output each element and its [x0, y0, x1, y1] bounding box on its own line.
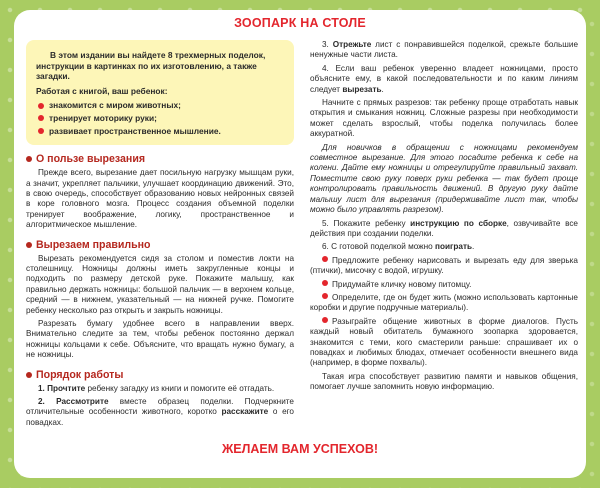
step-2: 2. Рассмотрите вместе образец поделки. Подчеркните отличительные особенности животного, коротко расскажите о его повадках. [26, 397, 294, 427]
bullet-icon [38, 128, 44, 134]
list-item: развивает пространственное мышление. [36, 126, 286, 137]
cutting-section [26, 254, 294, 361]
step-6: 6. С готовой поделкой можно поиграть. [322, 242, 475, 252]
list-item: Предложите ребенку нарисовать и вырезать еду для зверька (птички), мисочку с водой, игрушку. [310, 255, 578, 276]
step-1: 1. Прочтите ребенку загадку из книги и помогите её отгадать. [38, 383, 275, 393]
left-column [26, 40, 294, 431]
step-3: 3. Отрежьте лист с понравившейся поделкой, срежьте большие ненужные части листа. [310, 40, 578, 60]
list-item: Придумайте кличку новому питомцу. [310, 280, 578, 290]
intro-box [26, 40, 294, 145]
bullet-icon [26, 372, 32, 378]
order-heading: Порядок работы [26, 369, 294, 381]
list-item: Разыграйте общение животных в форме диалогов. Пусть каждый новый обитатель бумажного зоопарка здоровается, знакомится с теми, кого смастерили раньше: спрашивает их о повадках и любимых блюдах, отмечает особенности внешнего вида (например, в форме похвалы). [310, 316, 578, 368]
closing-text: Такая игра способствует развитию памяти и навыков общения, помогает лучше запомнить новую информацию. [310, 371, 578, 392]
list-item: Определите, где он будет жить (можно использовать картонные коробки и другие подручные материалы). [310, 292, 578, 313]
intro-paragraph: В этом издании вы найдете 8 трехмерных поделок, инструкции в картинках по их изготовлению, а также загадки. [36, 50, 266, 82]
closing-wish: ЖЕЛАЕМ ВАМ УСПЕХОВ! [221, 442, 379, 456]
step-4: 4. Если ваш ребенок уверенно владеет ножницами, просто объясните ему, в какой последовательности и по каким линиям следует вырезать. [310, 63, 578, 94]
bullet-icon [38, 115, 44, 121]
benefit-text: Прежде всего, вырезание дает посильную нагрузку мышцам руки, а значит, укрепляет пальчики, улучшает координацию движений. Это, в свою очередь, способствует образованию новых нейронных связей в коре головного мозга. Процесс создания объемной поделки тренирует воображение, логику, пространственное и алгоритмическое мышление. [26, 168, 294, 230]
content-card [14, 10, 586, 478]
cutting-text-1: Вырезать рекомендуется сидя за столом и поместив локти на столешницу. Ножницы должны иметь закругленные концы и подходить по размеру детской руке. Покажите малышу, как правильно держать ножницы: большой пальчик — в верхнем кольце, средний — в нижнем, указательный — на нижней ручке. Помогите ребенку несколько раз открыть и закрыть ножницы. [26, 253, 294, 315]
bullet-icon [322, 280, 328, 286]
page-title: ЗООПАРК НА СТОЛЕ [234, 16, 366, 30]
bullet-icon [322, 256, 328, 262]
bullet-icon [26, 156, 32, 162]
bullet-icon [26, 242, 32, 248]
benefit-heading: О пользе вырезания [26, 153, 294, 165]
steps-section [310, 40, 578, 393]
order-section [26, 384, 294, 429]
cutting-heading: Вырезаем правильно [26, 239, 294, 251]
step-5: 5. Покажите ребенку инструкцию по сборке, озвучивайте все действия при создании поделки. [310, 218, 578, 238]
bullet-icon [38, 103, 44, 109]
list-item: знакомится с миром животных; [36, 100, 286, 111]
newbies-text: Для новичков в обращении с ножницами рекомендуем совместное вырезание. Для этого посадите ребенка к себе на колени. Дайте ему ножницы и отрегулируйте правильный захват. Поместите свою руку поверх руки ребенка — так будет проще контролировать правильность движений. В другую руку дайте малышу лист для вырезания (придерживайте лист так, чтобы можно было управлять разрезом). [310, 142, 578, 215]
right-column [310, 40, 578, 396]
list-item: тренирует моторику руки; [36, 113, 286, 124]
bullet-icon [322, 293, 328, 299]
cutting-text-2: Разрезать бумагу удобнее всего в направлении вверх. Внимательно следите за тем, чтобы ребенок постоянно держал ножницы кольцами к себе. Объясните, что вращать нужно бумагу, а не ножницы. [26, 319, 294, 360]
intro-list [36, 100, 286, 136]
intro-lead: Работая с книгой, ваш ребенок: [36, 85, 168, 96]
straight-cuts-text: Начните с прямых разрезов: так ребенку проще отработать навык открытия и смыкания ножниц. Сложные разрезы при необходимости может сделать взрослый, чтобы поделка получилась более аккуратной. [310, 98, 578, 139]
benefit-section [26, 168, 294, 230]
bullet-icon [322, 317, 328, 323]
